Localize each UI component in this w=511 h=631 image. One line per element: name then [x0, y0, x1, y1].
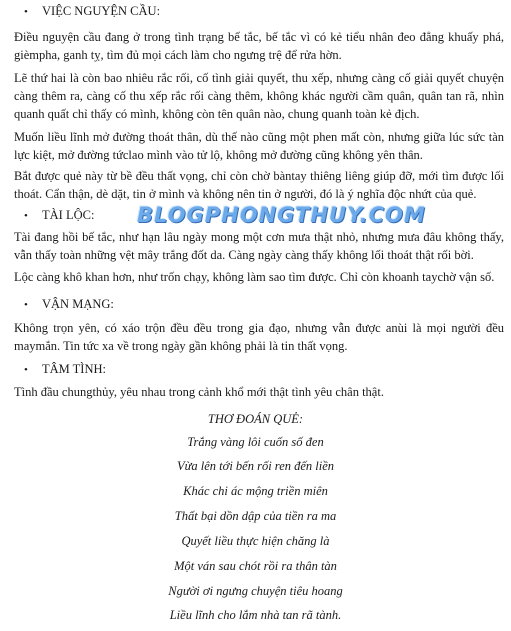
paragraph: Lộc càng khô khan hơn, như trốn chạy, không làm sao tìm được. Chỉ còn khoanh taychờ vận số.: [14, 270, 495, 284]
poem-line: Liều lĩnh cho lắm nhà tan rã tành.: [169, 608, 342, 622]
paragraph: Muốn liều lĩnh mở đường thoát thân, dù thế nào cũng một phen mất còn, nhưng giữa lúc sức tàn lực kiệt, mở đường tứclao mình vào tử lộ, không mở đường cũng không yên thân.: [14, 130, 504, 162]
bullet-icon: •: [24, 364, 28, 376]
paragraph: Không trọn yên, có xáo trộn đều đều trong gia đạo, nhưng vẫn được anùi là mọi người đều maymắn. Tin tức xa về trong ngày gần không phải là tin thất vọng.: [14, 321, 504, 353]
bullet-icon: •: [24, 6, 28, 18]
heading-text: VIỆC NGUYỆN CẦU:: [42, 4, 161, 18]
poem-title: THƠ ĐOÁN QUẺ:: [207, 412, 304, 426]
paragraph: Tài đang hồi bế tắc, như hạn lâu ngày mong một cơn mưa thật nhỏ, nhưng mưa đâu không thấy, vẫn thấy toàn những vệt mây trắng đốt da. Càng ngày càng thấy không lối thoát thật rối bời.: [14, 230, 504, 262]
heading-text: TÂM TÌNH:: [42, 362, 107, 376]
watermark-logo: BLOGPHONGTHUY.COM: [137, 203, 426, 227]
heading-text: TÀI LỘC:: [42, 208, 95, 222]
section-heading-viec-nguyen-cau: [24, 3, 160, 20]
paragraph: Điều nguyện cầu đang ở trong tình trạng bế tắc, bế tắc vì có kẻ tiểu nhân đeo đẳng khuấy phá, gièmpha, ganh tỵ, tìm đủ mọi cách làm cho ngưng trệ để rửa hờn.: [14, 30, 504, 62]
paragraph: Tình đầu chungthủy, yêu nhau trong cảnh khổ mới thật tình yêu chân thật.: [14, 385, 384, 399]
poem-line: Người ơi ngưng chuyện tiêu hoang: [168, 584, 343, 598]
section-heading-tam-tinh: [24, 361, 106, 378]
paragraph: Lẽ thứ hai là còn bao nhiêu rắc rối, cố tình giải quyết, thu xếp, nhưng càng cố giải quyết chuyện càng thêm ra, càng cố thu xếp rắc rối càng thêm, không khác người cầm quân, quân tan rã, nhìn quanh quất chỉ thấy có mình, không còn tên quân nào, chung quanh toàn kẻ địch.: [14, 71, 504, 121]
poem-line: Khác chi ác mộng triền miên: [183, 484, 328, 498]
poem-line: Một ván sau chót rồi ra thân tàn: [174, 559, 337, 573]
bullet-icon: •: [24, 210, 28, 222]
bullet-icon: •: [24, 299, 28, 311]
paragraph: Bắt được quẻ này từ bề đều thất vọng, chỉ còn chờ bàntay thiêng liêng giúp đỡ, mới tìm được lối thoát. Cẩn thận, dè dặt, tin ở mình và không nên tin ở người, đó là ý nghĩa độc nhứt của quẻ.: [14, 169, 504, 201]
heading-text: VẬN MẠNG:: [42, 297, 114, 311]
section-heading-tai-loc: [24, 207, 94, 224]
poem-line: Trắng vàng lôi cuốn số đen: [187, 435, 324, 449]
section-heading-van-mang: [24, 296, 114, 313]
poem-line: Thất bại dồn dập của tiền ra ma: [174, 509, 337, 523]
poem-line: Quyết liều thực hiện chăng là: [181, 534, 330, 548]
poem-line: Vừa lên tới bến rối ren đến liền: [176, 459, 335, 473]
